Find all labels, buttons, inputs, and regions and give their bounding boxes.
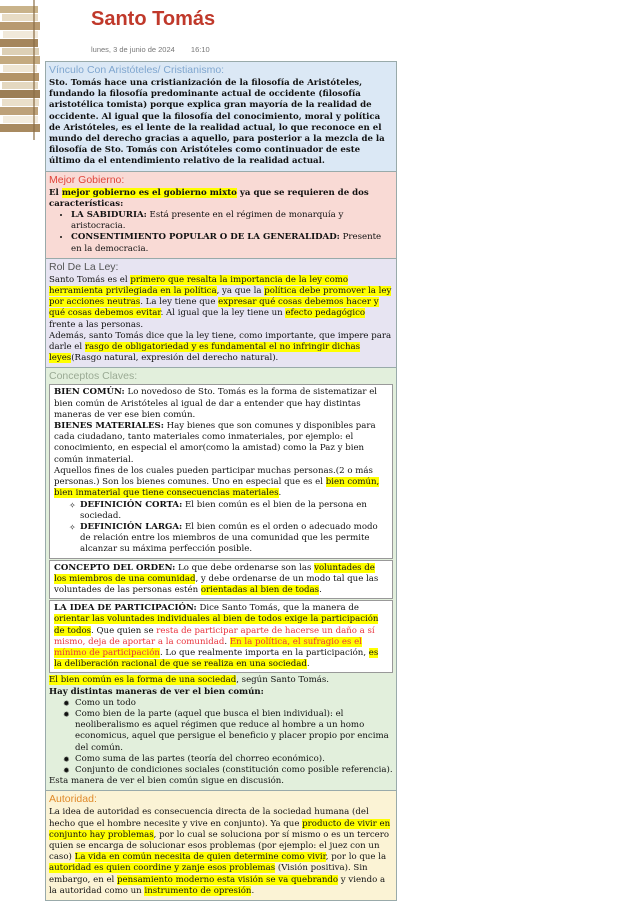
section-body: La idea de autoridad es consecuencia directa de la sociedad humana (del hecho que el hombre necesite y vive en conjunto). Ya que producto de vivir en conjunto hay problemas, por lo cual se soluciona por sí mismo o es un tercero quien se encarga de solucionar esos problemas (por ejemplo: el juez con un caso) La vida en común necesita de quien determine como vivir, por lo que la autoridad es quien coordine y zanje esos problemas (Visión positiva). Sin embargo, en el pensamiento moderno esta visión se va quebrando y viendo a la autoridad como un instrumento de opresión. bbox=[49, 807, 391, 896]
page-date: lunes, 3 de junio de 2024 bbox=[91, 45, 175, 54]
ways-list bbox=[49, 698, 393, 776]
books-stack-icon bbox=[0, 0, 42, 150]
section-aristoteles bbox=[45, 61, 397, 172]
list-item: ✧ DEFINICIÓN LARGA: El bien común es el orden o adecuado modo de relación entre los miembros de una comunidad que les permite alcanzar su máxima perfección posible. bbox=[80, 522, 388, 556]
characteristics-list bbox=[49, 210, 393, 255]
section-body: Sto. Tomás hace una cristianización de la filosofía de Aristóteles, fundando la filosofía predominante actual de occidente (filosofía aristotélica tomista) porque explica gran mayoría de la realidad de occidente. Al igual que la filosofía del conocimiento, moral y política de Aristóteles, es el lente de la realidad actual, lo que reconoce en el mundo del derecho gracias a aquello, para posterior a la mezcla de la filosofía de Sto. Tomás con Aristóteles como continuador de este último da el entendimiento relativo de la realidad actual. bbox=[49, 78, 385, 167]
list-item: • LA SABIDURIA: Está presente en el régimen de monarquía y aristocracia. bbox=[71, 210, 393, 232]
list-item: ✧ DEFINICIÓN CORTA: El bien común es el bien de la persona en sociedad. bbox=[80, 500, 388, 522]
list-item: • CONSENTIMIENTO POPULAR O DE LA GENERALIDAD: Presente en la democracia. bbox=[71, 232, 393, 254]
notes-table bbox=[45, 62, 397, 901]
concept-box-participacion: LA IDEA DE PARTICIPACIÓN: Dice Santo Tomás, que la manera de orientar las voluntades individuales al bien de todos exige la participación de todos. Que quien se resta de participar aparte de hacerse un daño a sí mismo, deja de aportar a la comunidad. En la política, el sufragio es el mínimo de participación. Lo que realmente importa en la participación, es la deliberación racional de que se realiza en una sociedad. bbox=[49, 600, 393, 673]
section-body: Además, santo Tomás dice que la ley tiene, como importante, que impere para darle el rasgo de obligatoriedad y es fundamental el no infringir dichas leyes(Rasgo natural, expresión del derecho natural). bbox=[49, 330, 392, 364]
list-item: ✹ Como un todo bbox=[75, 698, 393, 709]
page-title: Santo Tomás bbox=[91, 8, 216, 30]
concept-box-bien-comun: BIEN COMÚN: Lo novedoso de Sto. Tomás es la forma de sistematizar el bien común de Aristóteles al igual de dar a entender que hay distintas maneras de ver ese bien común. BIENES MATERIALES: Hay bienes que son comunes y disponibles para cada ciudadano, tanto materiales como inmateriales, por ejemplo: el conocimiento, en especial el amor(como la amistad) como la Paz y bien común inmaterial. Aquellos fines de los cuales pueden participar muchas personas.(2 o más personas.) Son los bienes comunes. Uno en especial que es el bien común, bien inmaterial que tiene consecuencias materiales. ✧ DEFINICIÓN CORTA: El bien común es el bien de la persona en sociedad. ✧ DEFINICIÓN LARGA: El bien común es el orden o adecuado modo de relación entre los miembros de una comunidad que les permite alcanzar su máxima perfección posible. bbox=[49, 384, 393, 558]
section-mejor-gobierno bbox=[45, 171, 397, 259]
section-heading: Conceptos Claves: bbox=[49, 370, 138, 383]
section-body: Esta manera de ver el bien común sigue en discusión. bbox=[49, 776, 285, 787]
section-heading: Vínculo Con Aristóteles/ Cristianismo: bbox=[49, 64, 225, 76]
definitions-list bbox=[54, 500, 388, 556]
list-item: ✹ Conjunto de condiciones sociales (constitución como posible referencia). bbox=[75, 765, 393, 776]
section-heading: Autoridad: bbox=[49, 793, 97, 806]
section-body: Santo Tomás es el primero que resalta la importancia de la ley como herramienta privilegiada en la política, ya que la política debe promover la ley por acciones neutras. La ley tiene que expresar qué cosas debemos hacer y qué cosas debemos evitar. Al igual que la ley tiene un efecto pedagógico frente a las personas. bbox=[49, 274, 392, 330]
section-conceptos bbox=[45, 367, 397, 791]
page-time: 16:10 bbox=[190, 45, 210, 54]
section-rol-ley bbox=[45, 258, 397, 369]
section-heading: Mejor Gobierno: bbox=[49, 173, 125, 186]
section-body: Hay distintas maneras de ver el bien común: bbox=[49, 686, 264, 697]
section-autoridad bbox=[45, 790, 397, 901]
section-heading: Rol De La Ley: bbox=[49, 260, 119, 273]
page-timestamp bbox=[91, 44, 210, 55]
section-body: El mejor gobierno es el gobierno mixto ya que se requieren de dos características: bbox=[49, 187, 369, 209]
list-item: ✹ Como suma de las partes (teoría del chorreo económico). bbox=[75, 754, 393, 765]
section-body: El bien común es la forma de una sociedad, según Santo Tomás. bbox=[49, 675, 330, 686]
list-item: ✹ Como bien de la parte (aquel que busca el bien individual): el neoliberalismo es aquel régimen que reduce al hombre a un homo economicus, aquel que persigue el beneficio y placer propio por encima del común. bbox=[75, 709, 393, 754]
concept-box-orden: CONCEPTO DEL ORDEN: Lo que debe ordenarse son las voluntades de los miembros de una comunidad, y debe ordenarse de un modo tal que las voluntades de las personas estén orientadas al bien de todas. bbox=[49, 560, 393, 600]
